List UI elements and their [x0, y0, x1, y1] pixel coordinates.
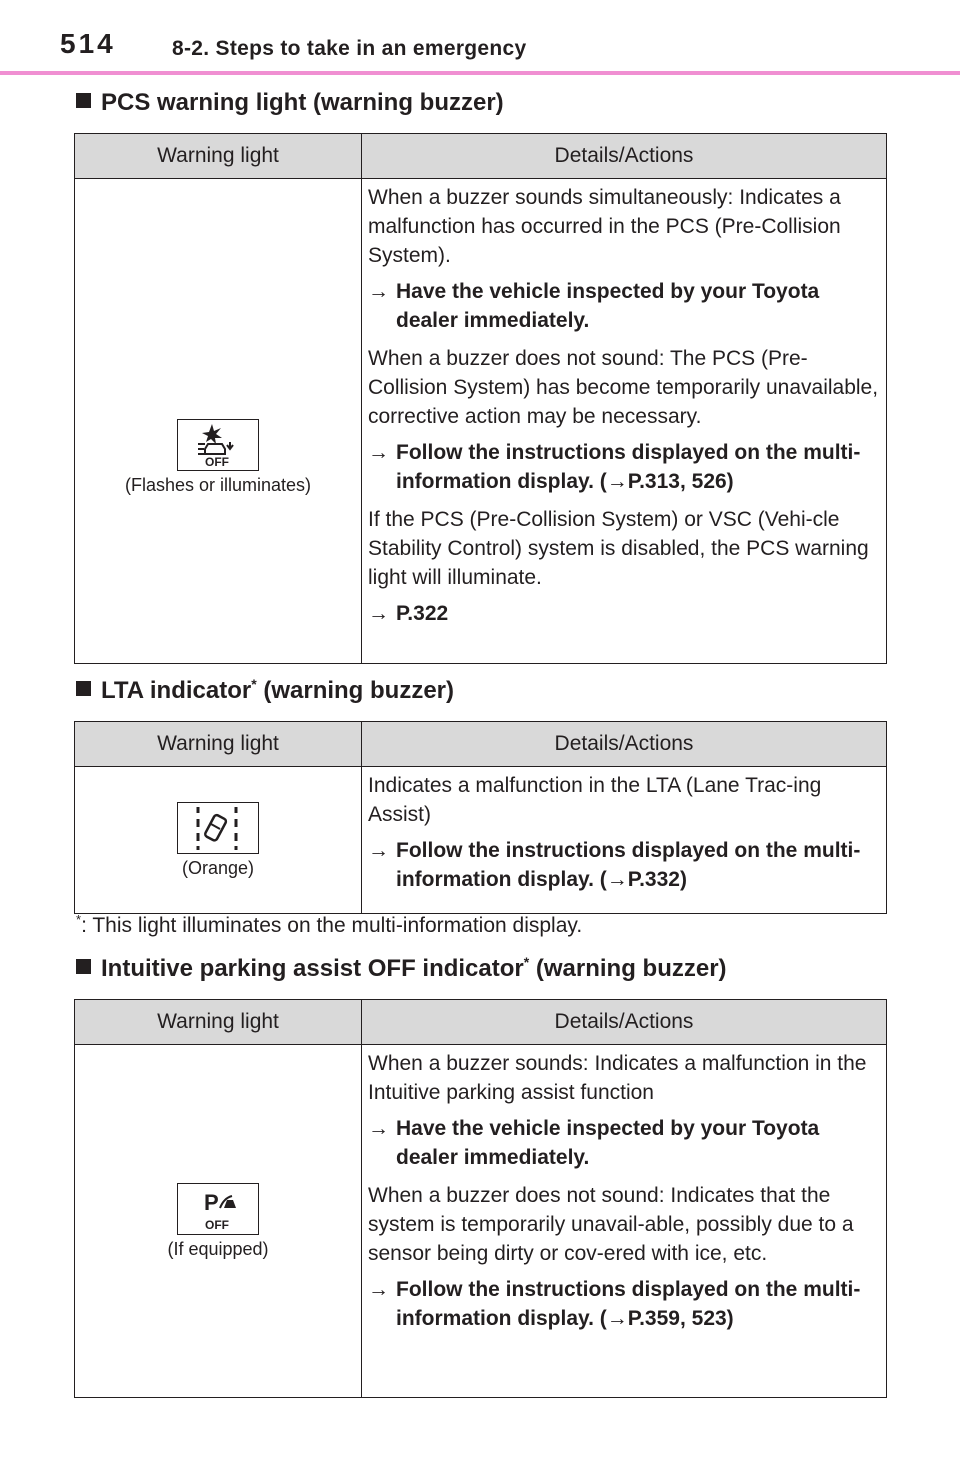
page-header [0, 0, 960, 76]
table-header-row [75, 722, 887, 767]
lta-icon [177, 802, 259, 854]
section-bullet [76, 681, 91, 696]
arrow-icon: → [368, 280, 389, 303]
table-row [75, 767, 887, 914]
footnote [76, 912, 582, 938]
asterisk-mark: * [251, 676, 257, 692]
icon-caption: (Flashes or illuminates) [124, 474, 312, 495]
details-cell [362, 179, 887, 664]
section-bullet [76, 959, 91, 974]
warning-light-cell [75, 179, 362, 664]
action-text: → Have the vehicle inspected by your Toyota dealer immediately. [368, 277, 880, 335]
arrow-icon: → [606, 1307, 628, 1330]
col-header-warning-light: Warning light [75, 722, 362, 767]
detail-text: If the PCS (Pre-Collision System) or VSC (Vehi-cle Stability Control) system is disabled, the PCS warning light will illuminate. [368, 508, 869, 589]
page-number: 514 [60, 28, 116, 59]
asterisk-mark: * [76, 912, 82, 927]
chapter-title: 8-2. Steps to take in an emergency [172, 37, 527, 60]
page-reference: P.332) [627, 868, 687, 891]
page-reference: P.313, 526) [627, 470, 734, 493]
section-title: Intuitive parking assist OFF indicator [101, 955, 524, 982]
detail-text: When a buzzer sounds: Indicates a malfunction in the Intuitive parking assist function [368, 1052, 867, 1104]
warning-light-cell [75, 1045, 362, 1398]
action-text: → Follow the instructions displayed on the multi-information display. (→P.313, 526) [368, 438, 880, 496]
warning-light-cell [75, 767, 362, 914]
table-header-row [75, 134, 887, 179]
action-text [368, 599, 880, 628]
section-heading-lta [76, 676, 454, 705]
warning-table-pcs [74, 133, 887, 664]
table-row [75, 1045, 887, 1398]
icon-caption: (Orange) [181, 857, 255, 878]
arrow-icon: → [368, 1117, 389, 1140]
section-heading-pcs [76, 89, 504, 117]
detail-text: When a buzzer does not sound: Indicates that the system is temporarily unavail-able, possibly due to a sensor being dirty or cov-ered with ice, etc. [368, 1184, 854, 1265]
detail-text: When a buzzer does not sound: The PCS (Pre-Collision System) has become temporarily unavailable, corrective action may be necessary. [368, 347, 879, 428]
detail-text: Indicates a malfunction in the LTA (Lane Trac-ing Assist) [368, 774, 822, 826]
col-header-details: Details/Actions [362, 722, 887, 767]
arrow-icon: → [606, 470, 628, 493]
section-bullet [76, 93, 91, 108]
col-header-details: Details/Actions [362, 1000, 887, 1045]
section-title-suffix: (warning buzzer) [256, 677, 455, 704]
section-title: LTA indicator [101, 677, 252, 704]
arrow-icon: → [368, 839, 389, 862]
col-header-details: Details/Actions [362, 134, 887, 179]
icon-off-label: OFF [205, 1217, 229, 1232]
table-header-row [75, 1000, 887, 1045]
parking-assist-off-icon [177, 1183, 259, 1235]
details-cell [362, 1045, 887, 1398]
arrow-icon: → [606, 868, 628, 891]
header-divider [0, 71, 960, 75]
pcs-off-icon [177, 419, 259, 471]
col-header-warning-light: Warning light [75, 1000, 362, 1045]
warning-table-parking-assist [74, 999, 887, 1398]
arrow-icon: → [368, 1278, 389, 1301]
warning-table-lta [74, 721, 887, 914]
section-title: PCS warning light (warning buzzer) [101, 89, 504, 116]
table-row [75, 179, 887, 664]
details-cell [362, 767, 887, 914]
svg-text:P: P [204, 1189, 219, 1215]
col-header-warning-light: Warning light [75, 134, 362, 179]
icon-off-label: OFF [205, 454, 229, 469]
arrow-icon: → [368, 602, 389, 625]
section-heading-parking-assist [76, 954, 727, 983]
footnote-text: : This light illuminates on the multi-information display. [81, 914, 583, 937]
action-text: → Follow the instructions displayed on the multi-information display. (→P.359, 523) [368, 1275, 880, 1333]
section-title-suffix: (warning buzzer) [529, 955, 727, 982]
action-text: → Have the vehicle inspected by your Toyota dealer immediately. [368, 1114, 880, 1172]
asterisk-mark: * [523, 954, 530, 970]
icon-caption: (If equipped) [167, 1238, 269, 1259]
page-reference: P.359, 523) [627, 1307, 734, 1330]
action-text: → Follow the instructions displayed on the multi-information display. (→P.332) [368, 836, 880, 894]
arrow-icon: → [368, 441, 389, 464]
page-reference: P.322 [396, 602, 449, 625]
detail-text: When a buzzer sounds simultaneously: Indicates a malfunction has occurred in the PCS (Pre-Collision System). [368, 186, 841, 267]
